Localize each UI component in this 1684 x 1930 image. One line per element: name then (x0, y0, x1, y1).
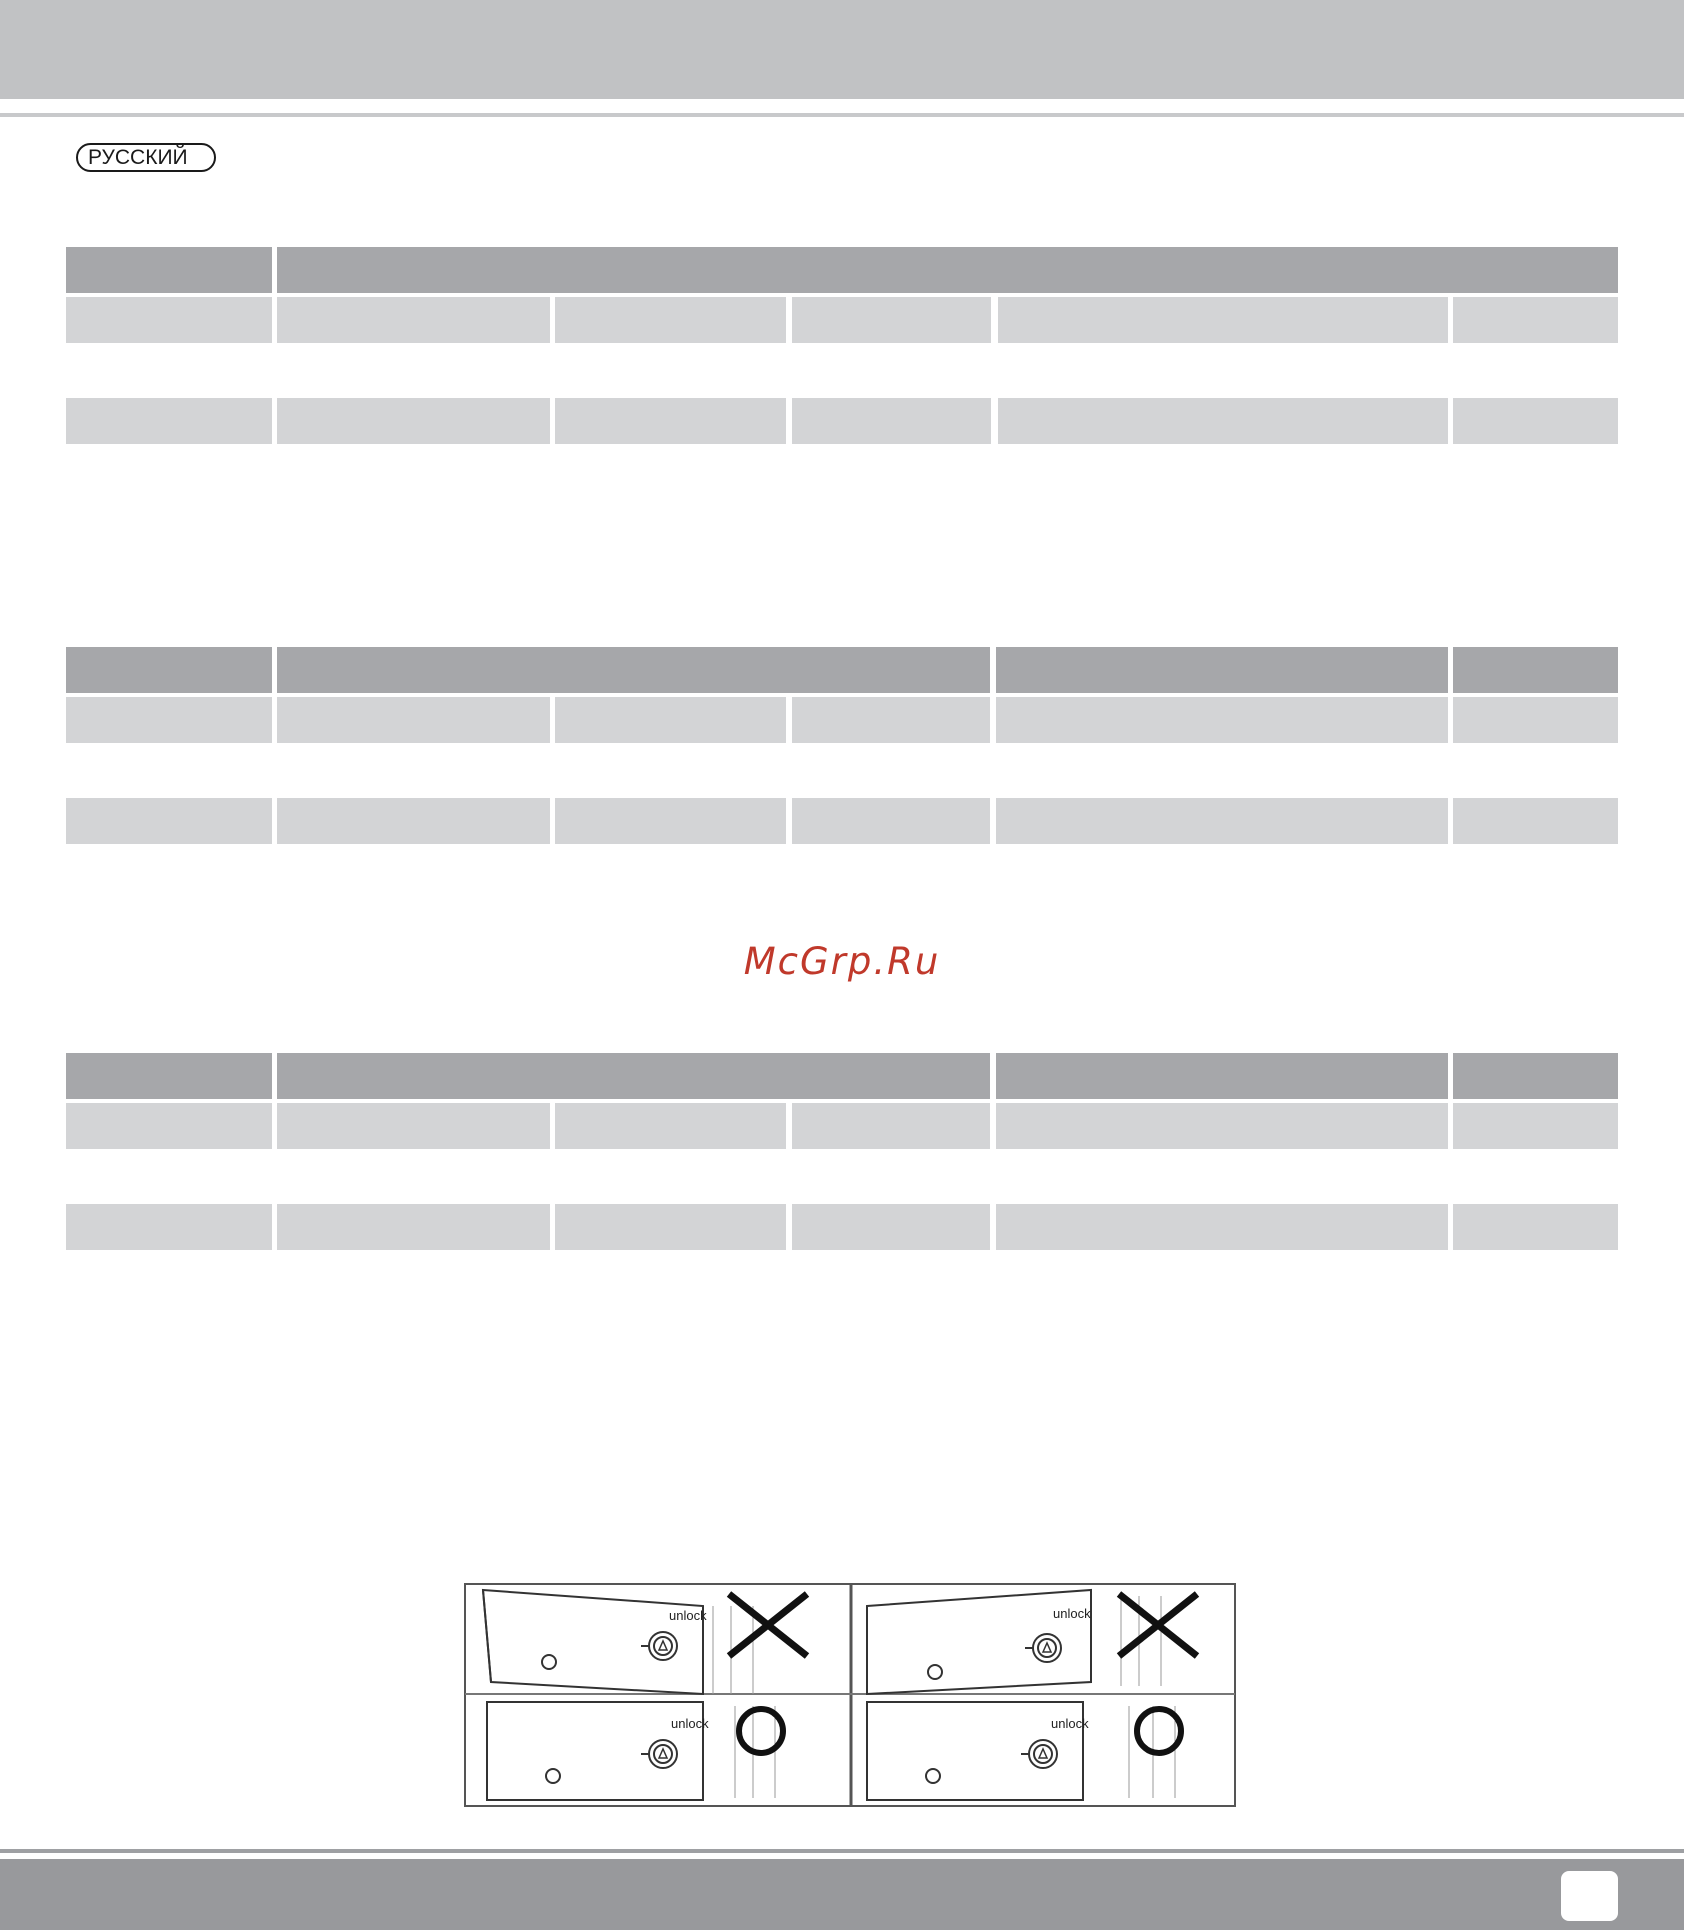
o-mark (739, 1709, 783, 1753)
tray-left-bottom (487, 1702, 775, 1800)
table-cell (66, 697, 272, 743)
table-header-cell (1453, 1053, 1618, 1099)
o-mark (1137, 1709, 1181, 1753)
table-header-cell (66, 1053, 272, 1099)
unlock-label: unlock (671, 1716, 709, 1731)
table-cell (792, 798, 990, 844)
table-header-cell (66, 247, 272, 293)
table-cell (66, 1103, 272, 1149)
table-header-cell (277, 1053, 990, 1099)
footer-bar (0, 1859, 1684, 1930)
tray-right-bottom (867, 1702, 1175, 1800)
page-number-box (1561, 1871, 1618, 1921)
table-cell (1453, 297, 1618, 343)
table-cell (1453, 1103, 1618, 1149)
watermark-text: McGrp.Ru (743, 940, 941, 983)
table-header-cell (996, 1053, 1448, 1099)
table-cell (1453, 697, 1618, 743)
x-mark (729, 1594, 807, 1656)
table-cell (998, 297, 1448, 343)
table-cell (555, 398, 786, 444)
table-cell (792, 1103, 990, 1149)
table-cell (555, 1103, 786, 1149)
table-cell (277, 697, 550, 743)
tray-left-top (483, 1590, 753, 1694)
table-header-cell (996, 647, 1448, 693)
drive-tray-illustration (463, 1576, 1238, 1810)
table-cell (996, 1204, 1448, 1250)
unlock-label: unlock (1051, 1716, 1089, 1731)
x-mark (1119, 1594, 1197, 1656)
table-cell (996, 798, 1448, 844)
header-bar (0, 0, 1684, 99)
unlock-label: unlock (669, 1608, 707, 1623)
table-cell (996, 697, 1448, 743)
table-cell (792, 297, 991, 343)
table-cell (1453, 798, 1618, 844)
table-cell (277, 398, 550, 444)
table-cell (277, 798, 550, 844)
table-header-cell (66, 647, 272, 693)
table-cell (792, 697, 990, 743)
footer-divider (0, 1849, 1684, 1853)
table-cell (66, 1204, 272, 1250)
header-divider (0, 113, 1684, 117)
table-cell (555, 697, 786, 743)
table-cell (1453, 1204, 1618, 1250)
table-header-cell (1453, 647, 1618, 693)
table-cell (996, 1103, 1448, 1149)
table-header-cell (277, 247, 1618, 293)
unlock-label: unlock (1053, 1606, 1091, 1621)
table-cell (66, 798, 272, 844)
language-badge: РУССКИЙ (76, 143, 216, 172)
table-cell (555, 798, 786, 844)
table-cell (277, 1204, 550, 1250)
table-cell (998, 398, 1448, 444)
table-cell (792, 398, 991, 444)
tray-right-top (867, 1590, 1161, 1694)
table-cell (792, 1204, 990, 1250)
table-cell (66, 297, 272, 343)
table-cell (66, 398, 272, 444)
table-header-cell (277, 647, 990, 693)
table-cell (555, 297, 786, 343)
table-cell (555, 1204, 786, 1250)
table-cell (277, 297, 550, 343)
table-cell (277, 1103, 550, 1149)
table-cell (1453, 398, 1618, 444)
